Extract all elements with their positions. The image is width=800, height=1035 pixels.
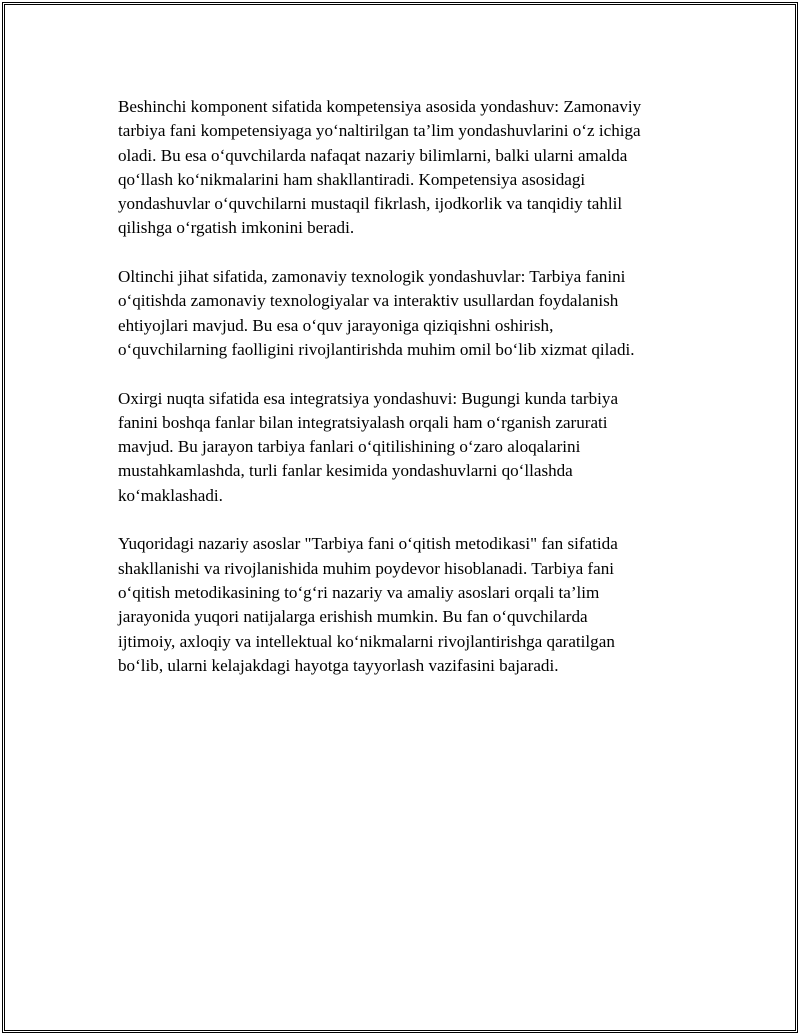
text-line: tarbiya fani kompetensiyaga yo‘naltirilgan ta’lim yondashuvlarini o‘z ichiga bbox=[118, 121, 641, 141]
text-line: yondashuvlar o‘quvchilarni mustaqil fikrlash, ijodkorlik va tanqidiy tahlil bbox=[118, 194, 623, 214]
paragraph-integration-approach bbox=[118, 387, 698, 508]
text-line: Yuqoridagi nazariy asoslar "Tarbiya fani o‘qitish metodikasi" fan sifatida bbox=[118, 534, 618, 554]
text-line: ehtiyojlari mavjud. Bu esa o‘quv jarayoniga qiziqishni oshirish, bbox=[118, 315, 554, 335]
text-line: Oxirgi nuqta sifatida esa integratsiya yondashuvi: Bugungi kunda tarbiya bbox=[118, 388, 619, 408]
text-line: mavjud. Bu jarayon tarbiya fanlari o‘qitilishining o‘zaro aloqalarini bbox=[118, 437, 581, 457]
text-line: ko‘maklashadi. bbox=[118, 485, 223, 505]
text-line: jarayonida yuqori natijalarga erishish mumkin. Bu fan o‘quvchilarda bbox=[118, 607, 588, 627]
paragraph-competency-approach bbox=[118, 95, 698, 241]
paragraph-technology-approach bbox=[118, 265, 698, 362]
text-line: mustahkamlashda, turli fanlar kesimida yondashuvlarni qo‘llashda bbox=[118, 461, 573, 481]
paragraph-conclusion bbox=[118, 532, 698, 678]
document-body bbox=[118, 95, 698, 702]
text-line: qilishga o‘rgatish imkonini beradi. bbox=[118, 218, 355, 238]
text-line: ijtimoiy, axloqiy va intellektual ko‘nikmalarni rivojlantirishga qaratilgan bbox=[118, 631, 615, 651]
text-line: Beshinchi komponent sifatida kompetensiya asosida yondashuv: Zamonaviy bbox=[118, 97, 642, 116]
text-line: oladi. Bu esa o‘quvchilarda nafaqat nazariy bilimlarni, balki ularni amalda bbox=[118, 145, 628, 165]
text-line: o‘quvchilarning faolligini rivojlantirishda muhim omil bo‘lib xizmat qiladi. bbox=[118, 339, 635, 359]
text-line: o‘qitishda zamonaviy texnologiyalar va interaktiv usullardan foydalanish bbox=[118, 291, 619, 311]
text-line: fanini boshqa fanlar bilan integratsiyalash orqali ham o‘rganish zarurati bbox=[118, 412, 608, 432]
text-line: bo‘lib, ularni kelajakdagi hayotga tayyorlash vazifasini bajaradi. bbox=[118, 655, 559, 675]
text-line: Oltinchi jihat sifatida, zamonaviy texnologik yondashuvlar: Tarbiya fanini bbox=[118, 267, 626, 287]
text-line: shakllanishi va rivojlanishida muhim poydevor hisoblanadi. Tarbiya fani bbox=[118, 558, 615, 578]
text-line: qo‘llash ko‘nikmalarini ham shakllantiradi. Kompetensiya asosidagi bbox=[118, 169, 586, 189]
text-line: o‘qitish metodikasining to‘g‘ri nazariy va amaliy asoslari orqali ta’lim bbox=[118, 582, 600, 602]
